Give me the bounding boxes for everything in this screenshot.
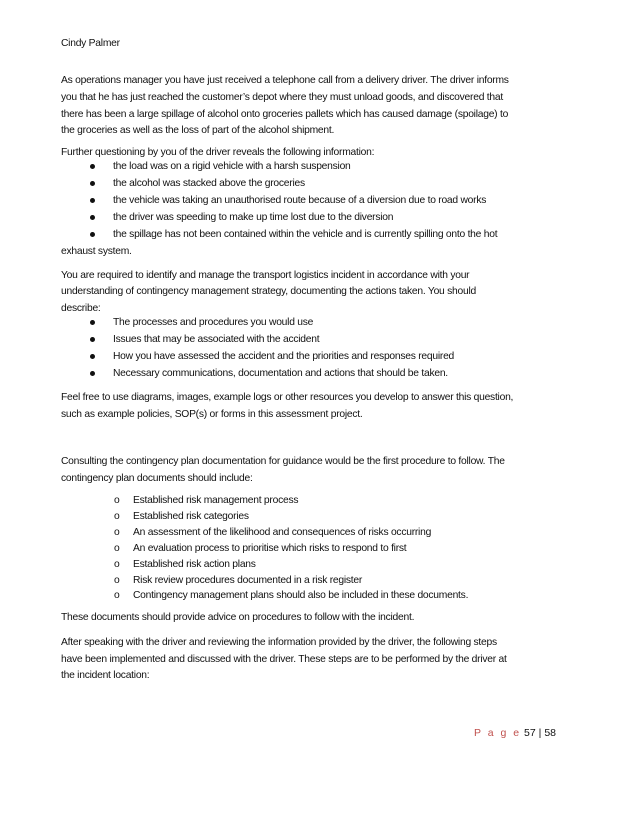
consulting-line: contingency plan documents should include: [61, 473, 253, 484]
page-footer [474, 727, 556, 739]
author-header: Cindy Palmer [61, 38, 120, 49]
list-item-text: Necessary communications, documentation and actions that should be taken. [113, 368, 448, 379]
circle-bullet-icon: o [114, 495, 120, 506]
list-item-text: Risk review procedures documented in a risk register [133, 575, 363, 586]
list-item-text: the spillage has not been contained within the vehicle and is currently spilling onto the hot [113, 229, 498, 240]
intro-line: As operations manager you have just received a telephone call from a delivery driver. The driver informs [61, 75, 509, 86]
circle-bullet-icon: o [114, 590, 120, 601]
task-line: understanding of contingency management strategy, documenting the actions taken. You should [61, 286, 476, 297]
consulting-line: Consulting the contingency plan documentation for guidance would be the first procedure to follow. The [61, 456, 505, 467]
circle-bullet-icon: o [114, 511, 120, 522]
list-item-text: An assessment of the likelihood and consequences of risks occurring [133, 527, 432, 538]
list-item-text: Contingency management plans should also be included in these documents. [133, 590, 469, 601]
list-item-text: Established risk action plans [133, 559, 256, 570]
list-item-text: the load was on a rigid vehicle with a harsh suspension [113, 161, 351, 172]
circle-bullet-icon: o [114, 559, 120, 570]
page-label: P a g e [474, 727, 522, 739]
feel-free-line: such as example policies, SOP(s) or forms in this assessment project. [61, 409, 363, 420]
bullet-icon [90, 232, 95, 237]
list-continuation: exhaust system. [61, 246, 132, 257]
intro-line: there has been a large spillage of alcohol onto groceries pallets which has caused damage (spoilage) to [61, 109, 509, 120]
list-item-text: the alcohol was stacked above the groceries [113, 178, 305, 189]
circle-bullet-icon: o [114, 543, 120, 554]
feel-free-line: Feel free to use diagrams, images, example logs or other resources you develop to answer this question, [61, 392, 514, 403]
bullet-icon [90, 320, 95, 325]
list-item-text: the driver was speeding to make up time lost due to the diversion [113, 212, 394, 223]
list-item-text: Established risk management process [133, 495, 299, 506]
bullet-icon [90, 198, 95, 203]
bullet-icon [90, 354, 95, 359]
bullet-icon [90, 337, 95, 342]
page-current: 57 [524, 727, 536, 739]
questioning-intro: Further questioning by you of the driver reveals the following information: [61, 147, 375, 158]
list-item-text: How you have assessed the accident and the priorities and responses required [113, 351, 455, 362]
bullet-icon [90, 215, 95, 220]
list-item-text: Established risk categories [133, 511, 249, 522]
list-item-text: the vehicle was taking an unauthorised route because of a diversion due to road works [113, 195, 487, 206]
list-item-text: Issues that may be associated with the accident [113, 334, 320, 345]
list-item-text: An evaluation process to prioritise which risks to respond to first [133, 543, 407, 554]
circle-bullet-icon: o [114, 527, 120, 538]
after-speaking-line: have been implemented and discussed with the driver. These steps are to be performed by the driver at [61, 654, 507, 665]
bullet-icon [90, 181, 95, 186]
page-separator: | [538, 727, 542, 739]
bullet-icon [90, 164, 95, 169]
task-line: describe: [61, 303, 101, 314]
after-speaking-line: After speaking with the driver and reviewing the information provided by the driver, the following steps [61, 637, 497, 648]
intro-line: the groceries as well as the loss of part of the alcohol shipment. [61, 125, 335, 136]
intro-line: you that he has just reached the customer’s depot where they must unload goods, and discovered that [61, 92, 503, 103]
these-docs-line: These documents should provide advice on procedures to follow with the incident. [61, 612, 415, 623]
circle-bullet-icon: o [114, 575, 120, 586]
task-line: You are required to identify and manage the transport logistics incident in accordance with your [61, 270, 470, 281]
after-speaking-line: the incident location: [61, 670, 150, 681]
list-item-text: The processes and procedures you would use [113, 317, 314, 328]
page-total: 58 [544, 727, 556, 739]
bullet-icon [90, 371, 95, 376]
